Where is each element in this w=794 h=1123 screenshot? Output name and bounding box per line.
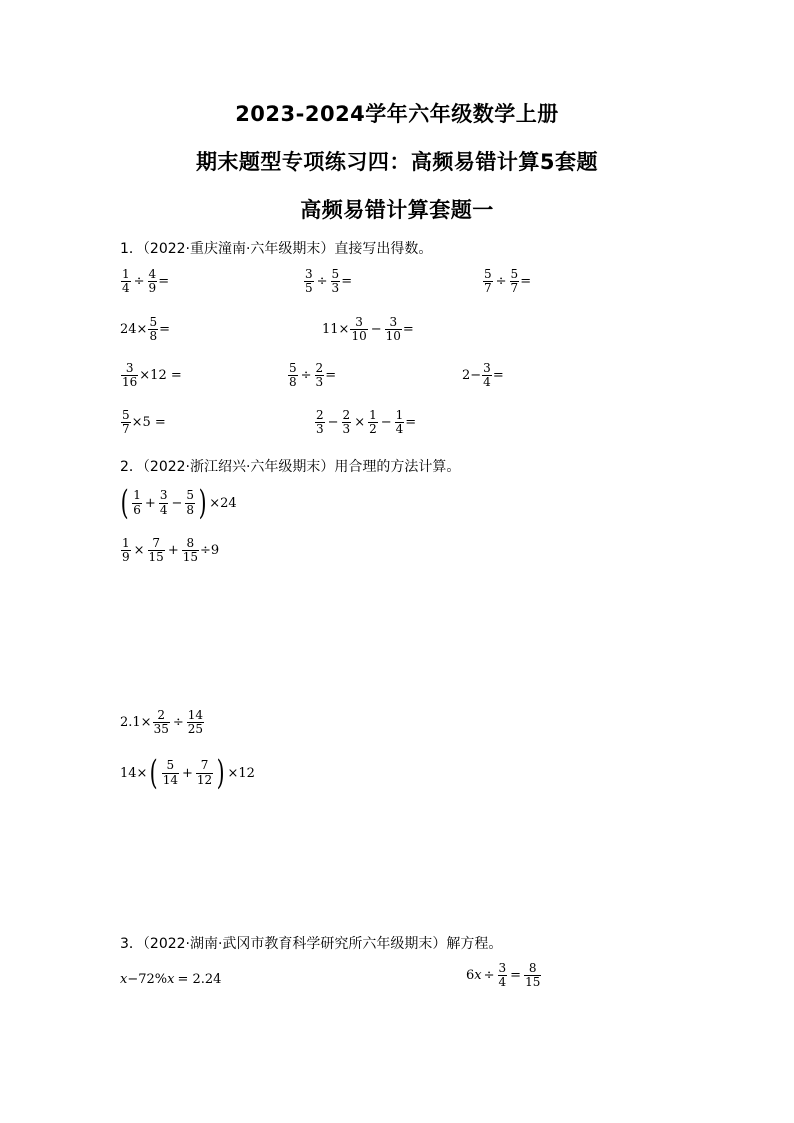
q1-item-d: 24× $\frac{5}{8}$ = <box>120 315 170 344</box>
question-2-header: 2．（2022·浙江绍兴·六年级期末）用合理的方法计算。 <box>120 459 461 475</box>
q2-item-a: ( $\frac{1}{6}$ + $\frac{3}{4}$ − $\frac{5}{8}$ ) ×24 <box>120 483 237 523</box>
q1-item-f: $\frac{3}{16}$ ×12 = <box>122 361 182 390</box>
q1-item-a: $\frac{1}{4}$ ÷ $\frac{4}{9}$ = <box>122 267 170 296</box>
q2-item-d: 14× ( $\frac{5}{14}$ + $\frac{7}{12}$ ) ×12 <box>120 753 255 793</box>
q2-item-c: 2.1× $\frac{2}{35}$ ÷ $\frac{14}{25}$ <box>120 708 204 737</box>
q1-item-i: $\frac{5}{7}$ ×5 = <box>122 408 166 437</box>
question-3-header: 3．（2022·湖南·武冈市教育科学研究所六年级期末）解方程。 <box>120 936 503 952</box>
q1-item-b: $\frac{3}{5}$ ÷ $\frac{5}{3}$ = <box>305 267 353 296</box>
q2-item-b: $\frac{1}{9}$ × $\frac{7}{15}$ + $\frac{8}{15}$ ÷9 <box>122 536 220 565</box>
q1-item-h: 2− $\frac{3}{4}$ = <box>462 361 504 390</box>
q1-item-e: 11× $\frac{3}{10}$ − $\frac{3}{10}$ = <box>322 315 414 344</box>
worksheet-subtitle: 期末题型专项练习四：高频易错计算5套题 <box>195 150 599 174</box>
q1-item-g: $\frac{5}{8}$ ÷ $\frac{2}{3}$ = <box>289 361 337 390</box>
q3-item-a: x −72% x = 2.24 <box>120 972 222 987</box>
q3-item-b: 6 x ÷ $\frac{3}{4}$ = $\frac{8}{15}$ <box>466 961 541 990</box>
q1-item-c: $\frac{5}{7}$ ÷ $\frac{5}{7}$ = <box>484 267 532 296</box>
question-1-header: 1．（2022·重庆潼南·六年级期末）直接写出得数。 <box>120 241 433 257</box>
worksheet-title: 2023-2024学年六年级数学上册 <box>235 102 559 126</box>
section-title: 高频易错计算套题一 <box>300 198 494 222</box>
q1-item-j: $\frac{2}{3}$ − $\frac{2}{3}$ × $\frac{1}{2}$ − $\frac{1}{4}$ = <box>316 408 417 437</box>
